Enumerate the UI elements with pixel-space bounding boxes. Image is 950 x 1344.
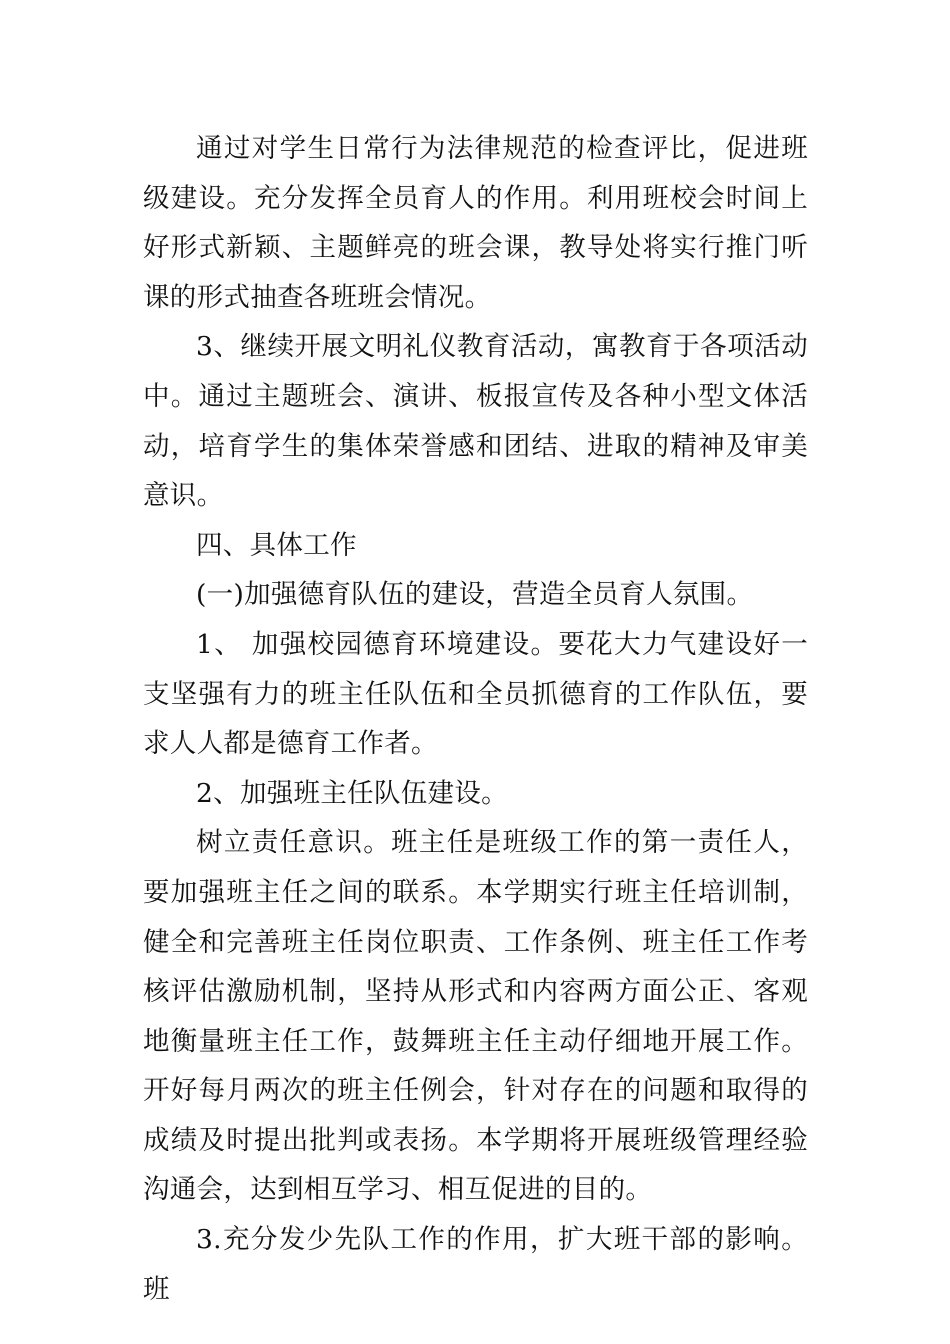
subsection-heading-team-building: (一)加强德育队伍的建设，营造全员育人氛围。: [196, 579, 754, 611]
paragraph-behavior-check: 通过对学生日常行为法律规范的检查评比，促进班级建设。充分发挥全员育人的作用。利用班校会时间上好形式新颖、主题鲜亮的班会课，教导处将实行推门听课的形式抽查各班班会情况。: [143, 133, 808, 313]
paragraph-responsibility: 树立责任意识。班主任是班级工作的第一责任人，要加强班主任之间的联系。本学期实行班主任培训制，健全和完善班主任岗位职责、工作条例、班主任工作考核评估激励机制，坚持从形式和内容两方面公正、客观地衡量班主任工作，鼓舞班主任主动仔细地开展工作。开好每月两次的班主任例会，针对存在的问题和取得的成绩及时提出批判或表扬。本学期将开展班级管理经验沟通会，达到相互学习、相互促进的目的。: [143, 827, 808, 1206]
paragraph-head-teacher-team: 2、加强班主任队伍建设。: [196, 777, 508, 809]
paragraph-etiquette-education: 3、继续开展文明礼仪教育活动，寓教育于各项活动中。通过主题班会、演讲、板报宣传及各种小型文体活动，培育学生的集体荣誉感和团结、进取的精神及审美意识。: [143, 331, 808, 512]
document-body: [143, 124, 808, 1314]
paragraph-campus-environment: 1、 加强校园德育环境建设。要花大力气建设好一支坚强有力的班主任队伍和全员抓德育的工作队伍，要求人人都是德育工作者。: [143, 628, 808, 760]
paragraph-young-pioneers: 3.充分发少先队工作的作用，扩大班干部的影响。班: [143, 1224, 808, 1305]
section-heading-specific-work: 四、具体工作: [196, 529, 357, 561]
